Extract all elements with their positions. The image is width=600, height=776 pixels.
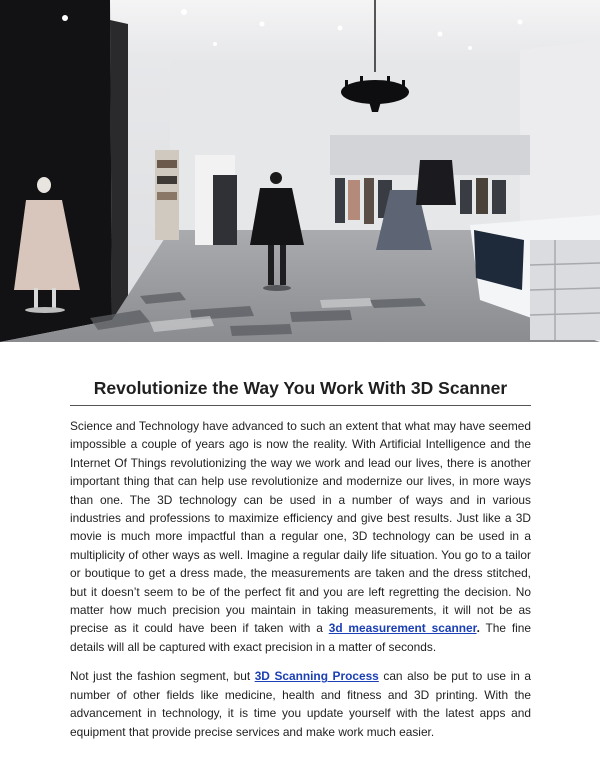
- 3d-measurement-scanner-link[interactable]: 3d measurement scanner: [328, 621, 477, 636]
- article-title: Revolutionize the Way You Work With 3D Scanner: [70, 378, 531, 406]
- boutique-interior-photo: [0, 0, 600, 342]
- article-paragraph-2: [70, 667, 531, 741]
- 3d-scanning-process-link[interactable]: 3D Scanning Process: [254, 669, 379, 684]
- article: [70, 378, 531, 741]
- hero-image: [0, 0, 600, 342]
- paragraph-1-text-after: The fine details will all be captured with exact precision in a matter of seconds.: [70, 621, 532, 654]
- paragraph-2-text-before: Not just the fashion segment, but: [70, 669, 255, 684]
- paragraph-1-link-period: .: [476, 621, 480, 636]
- article-paragraph-1: [70, 417, 531, 656]
- paragraph-2-text-after: can also be put to use in a number of other fields like medicine, health and fitness and 3D printing. With the advancement in technology, it is time you update yourself with the latest apps and equipment that provide precise services and make work much easier.: [70, 669, 531, 739]
- paragraph-1-text-before: Science and Technology have advanced to such an extent that what may have seemed impossible a couple of years ago is now the reality. With Artificial Intelligence and the Internet Of Things revolutionizing the way we work and lead our lives, there is another important thing that can help use revolutionize and modernize our lives, in more ways than one. The 3D technology can be used in a number of ways and in various industries and professions to maximize efficiency and give best results. Just like a 3D movie is much more impactful than a regular one, 3D technology can be used in a multiplicity of other ways as well. Imagine a regular daily life situation. You go to a tailor or boutique to get a dress made, the measurements are taken and the dress stitched, but it doesn’t seem to be of the perfect fit and you are left regretting the decision. No matter how much precision you maintain in taking measurements, it will not be as precise as it could have been if taken with a: [70, 419, 531, 636]
